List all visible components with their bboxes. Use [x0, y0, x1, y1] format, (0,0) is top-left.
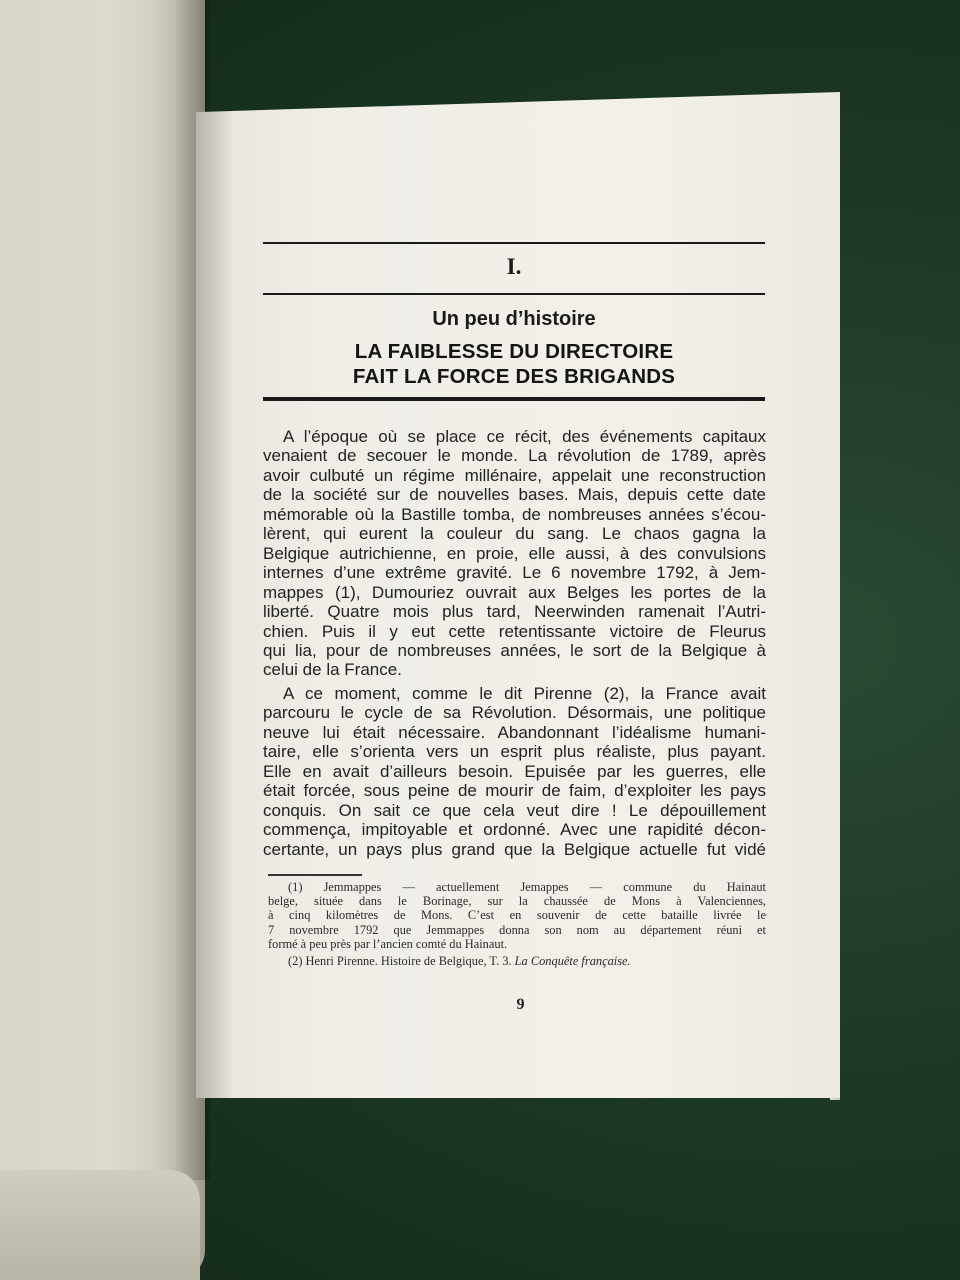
- footnotes: [268, 880, 766, 968]
- text-line: neuve lui était nécessaire. Abandonnant l’idéalisme humani-: [263, 722, 766, 742]
- chapter-top-rule: [263, 242, 765, 244]
- text-line: celui de la France.: [263, 660, 402, 680]
- text-line: qui lia, pour de nombreuses années, le sort de la Belgique à: [263, 640, 766, 660]
- text-line: chien. Puis il y eut cette retentissante victoire de Fleurus: [263, 621, 766, 641]
- paragraph-1: [263, 427, 766, 680]
- text-line: parcouru le cycle de sa Révolution. Désormais, une politique: [263, 703, 766, 723]
- text-line: Elle en avait d’ailleurs besoin. Epuisée par les guerres, elle: [263, 761, 766, 781]
- text-line: lèrent, qui eurent la couleur du sang. Le chaos gagna la: [263, 524, 766, 544]
- footnote-line: à cinq kilomètres de Mons. C’est en souvenir de cette bataille livrée le: [268, 908, 766, 923]
- footnote-2: [268, 954, 766, 968]
- text-line: A l’époque où se place ce récit, des événements capitaux: [283, 427, 766, 446]
- text-line: commença, impitoyable et ordonné. Avec une rapidité décon-: [263, 820, 766, 840]
- text-line: venaient de secouer le monde. La révolution de 1789, après: [263, 446, 766, 466]
- footnote-line: formé à peu près par l’ancien comté du Hainaut.: [268, 936, 508, 951]
- footnote-2-text: (2) Henri Pirenne. Histoire de Belgique, T. 3.: [288, 954, 515, 969]
- footnote-rule: [268, 874, 362, 876]
- title-thick-rule: [263, 397, 765, 401]
- text-line: mémorable où la Bastille tomba, de nombreuses années s’écou-: [263, 504, 766, 524]
- chapter-title-line-2: FAIT LA FORCE DES BRIGANDS: [352, 365, 676, 388]
- footnote-line: belge, située dans le Borinage, sur la chaussée de Mons à Valenciennes,: [268, 894, 766, 909]
- chapter-title-line-1: LA FAIBLESSE DU DIRECTOIRE: [354, 340, 674, 363]
- footnote-line: 7 novembre 1792 que Jemmappes donna son nom au département réuni et: [268, 922, 766, 937]
- text-line: était forcée, sous peine de mourir de faim, d’exploiter les pays: [263, 781, 766, 801]
- text-line: Belgique autrichienne, en proie, elle aussi, à des convulsions: [263, 543, 766, 563]
- text-line: A ce moment, comme le dit Pirenne (2), la France avait: [283, 684, 766, 703]
- text-line: conquis. On sait ce que cela veut dire ! Le dépouillement: [263, 800, 766, 820]
- text-line: mappes (1), Dumouriez ouvrait aux Belges les portes de la: [263, 582, 766, 602]
- chapter-number: I.: [506, 254, 522, 279]
- chapter-subtitle: Un peu d’histoire: [432, 308, 596, 330]
- page-number: 9: [516, 996, 525, 1013]
- chapter-bottom-rule: [263, 293, 765, 295]
- left-page-corner: [0, 1170, 200, 1280]
- text-line: de la société sur de nouvelles bases. Mais, depuis cette date: [263, 485, 766, 505]
- text-line: liberté. Quatre mois plus tard, Neerwinden ramenait l’Autri-: [263, 602, 766, 622]
- text-line: avoir culbuté un régime millénaire, appelait une reconstruction: [263, 465, 766, 485]
- paragraph-2: [263, 684, 766, 859]
- text-line: taire, elle s’orienta vers un esprit plus réaliste, plus payant.: [263, 742, 766, 762]
- text-line: certante, un pays plus grand que la Belgique actuelle fut vidé: [263, 839, 766, 859]
- footnote-2-title: La Conquête française.: [514, 954, 631, 969]
- footnote-line: (1) Jemmappes — actuellement Jemappes — commune du Hainaut: [288, 880, 766, 894]
- text-line: internes d’une extrême gravité. Le 6 novembre 1792, à Jem-: [263, 563, 766, 583]
